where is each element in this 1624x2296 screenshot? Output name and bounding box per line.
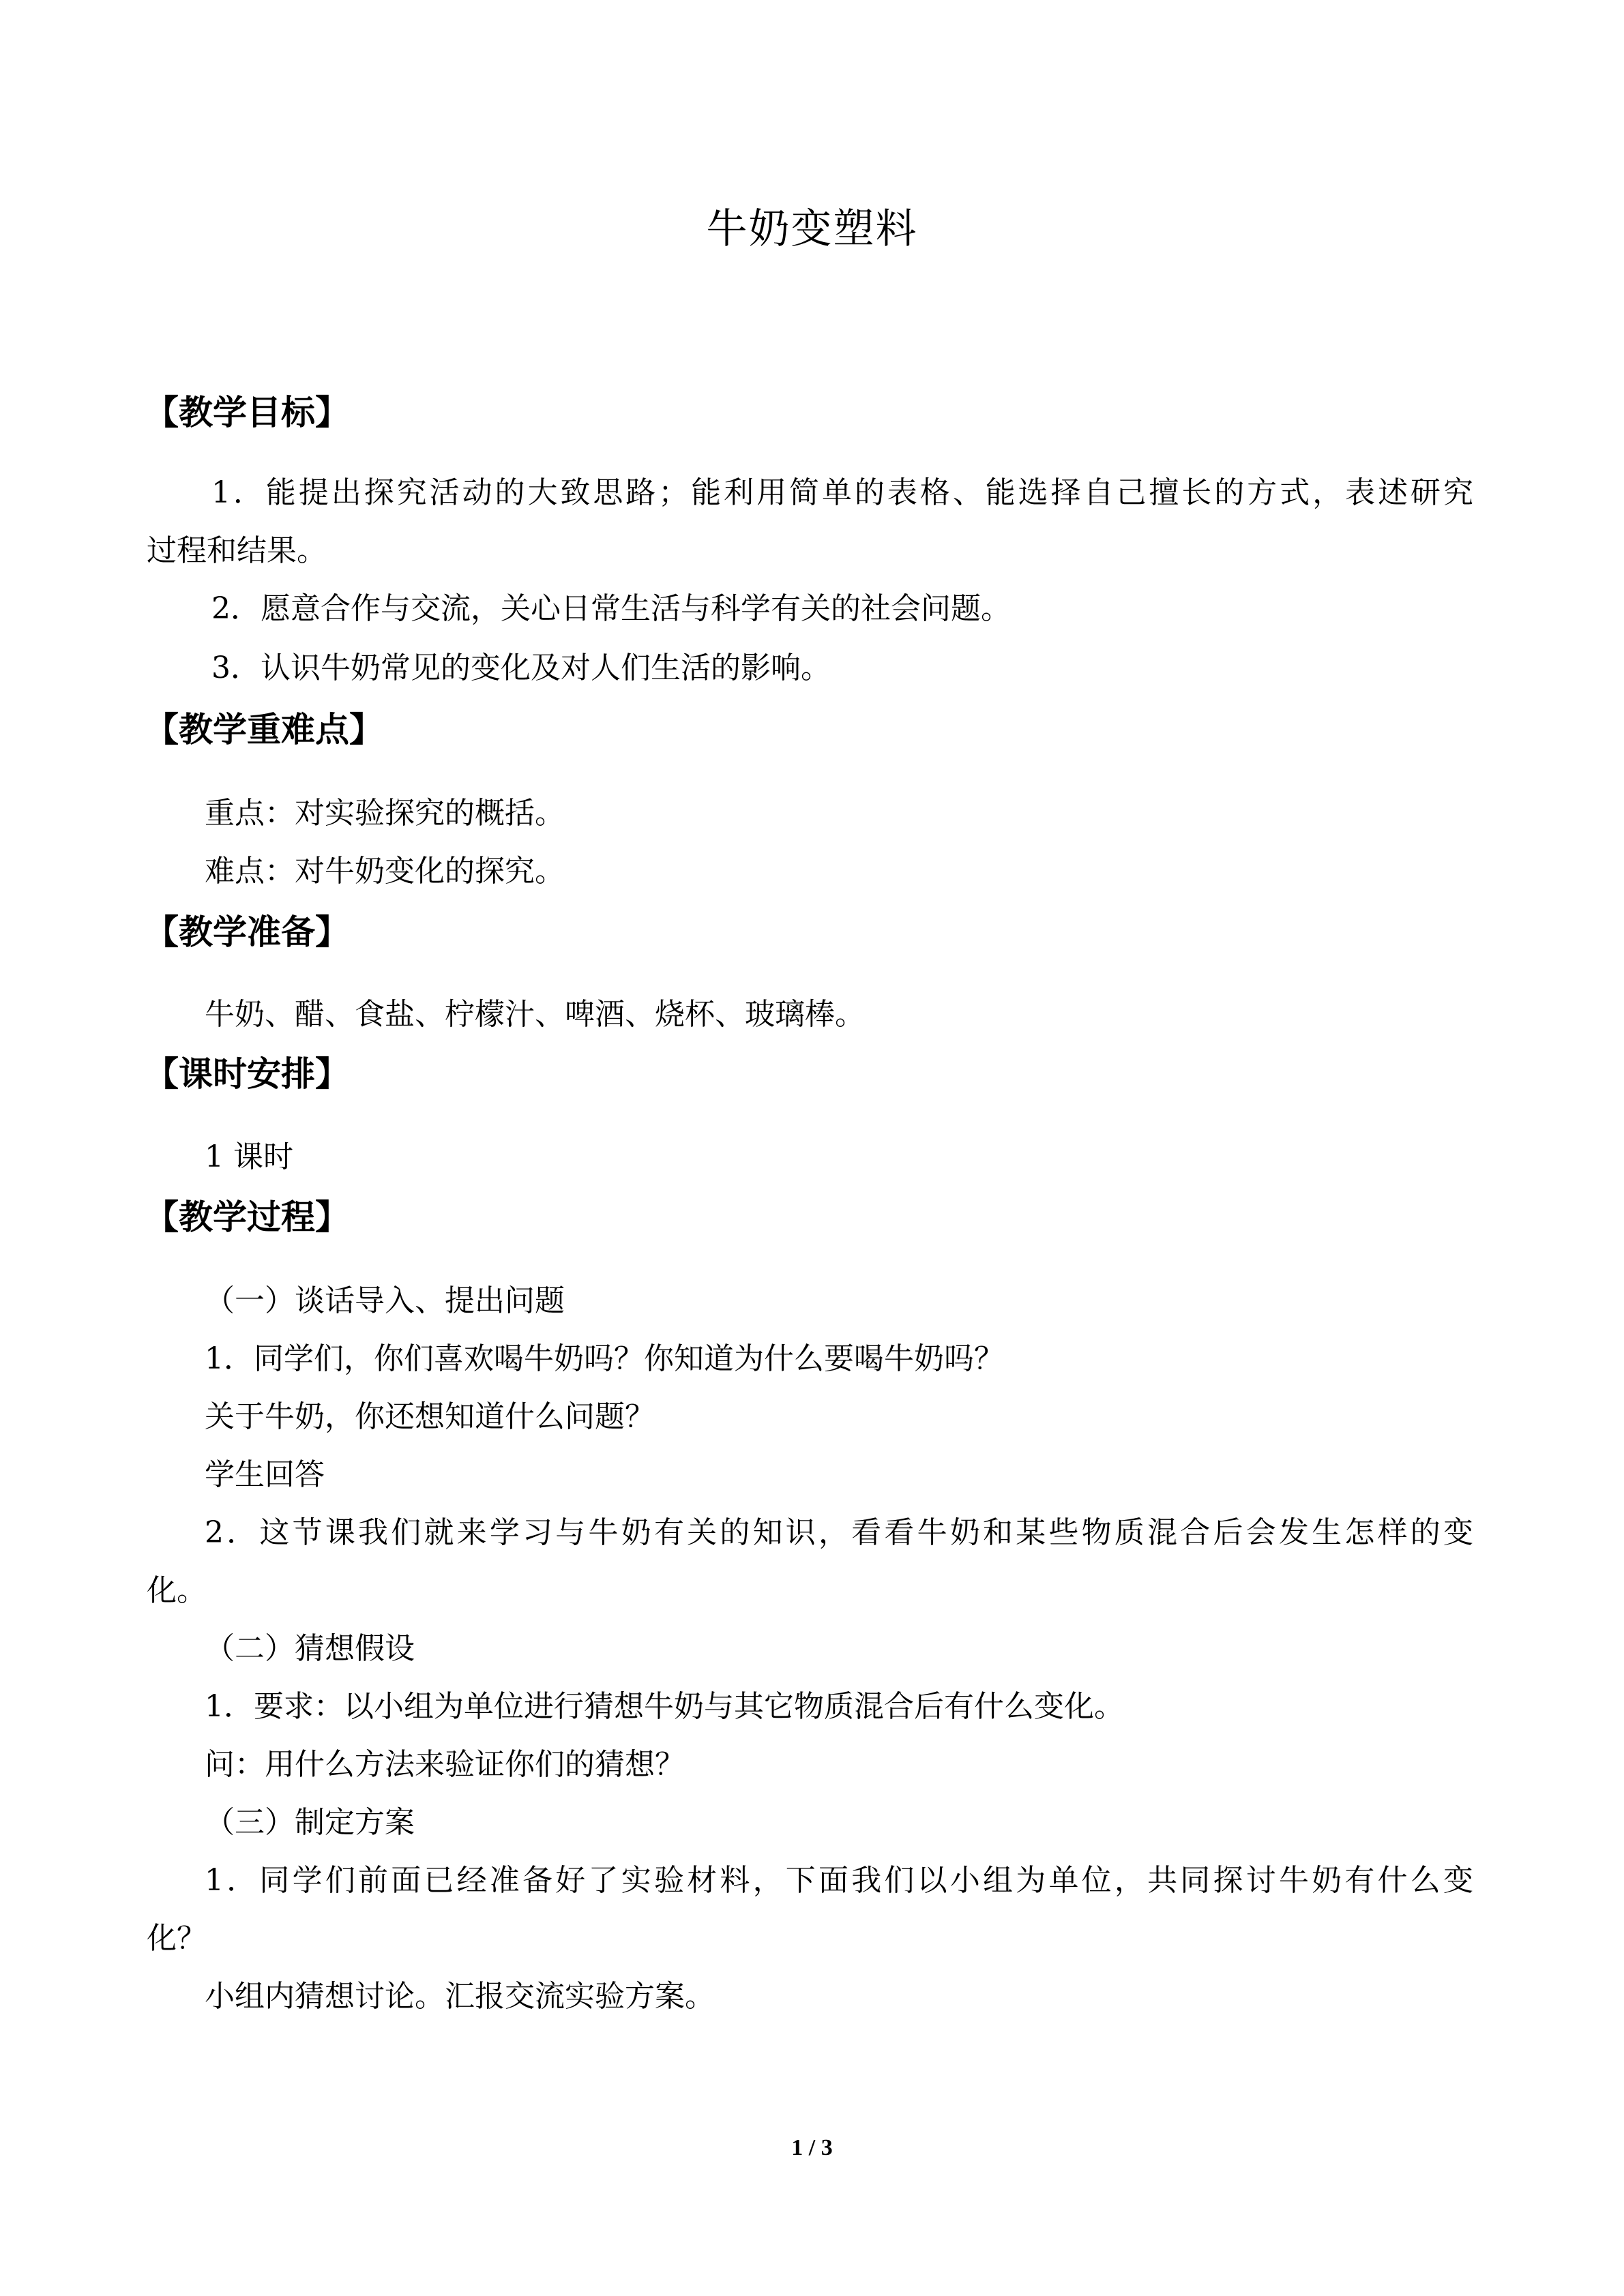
process-line: 化？ xyxy=(147,1921,207,1956)
process-step-2-title: （二）猜想假设 xyxy=(205,1631,415,1666)
process-line: 化。 xyxy=(147,1573,207,1608)
process-line: 关于牛奶，你还想知道什么问题？ xyxy=(205,1399,655,1434)
process-line: 1．同学们，你们喜欢喝牛奶吗？你知道为什么要喝牛奶吗？ xyxy=(205,1341,1004,1376)
page-number: 1 / 3 xyxy=(791,2135,833,2160)
process-line: 1．要求：以小组为单位进行猜想牛奶与其它物质混合后有什么变化。 xyxy=(205,1689,1124,1724)
objective-line-2: 2．愿意合作与交流，关心日常生活与科学有关的社会问题。 xyxy=(211,591,1011,626)
process-line: 学生回答 xyxy=(205,1457,325,1492)
schedule-hours: 1 课时 xyxy=(205,1139,293,1174)
document-title: 牛奶变塑料 xyxy=(706,205,918,253)
section-heading-key-points: 【教学重难点】 xyxy=(145,710,383,749)
section-heading-process: 【教学过程】 xyxy=(145,1197,349,1237)
section-heading-preparation: 【教学准备】 xyxy=(145,912,349,952)
process-line: 问：用什么方法来验证你们的猜想？ xyxy=(205,1747,685,1782)
key-point-line: 重点：对实验探究的概括。 xyxy=(205,796,565,831)
section-heading-objectives: 【教学目标】 xyxy=(145,393,349,432)
process-line: 2．这节课我们就来学习与牛奶有关的知识，看看牛奶和某些物质混合后会发生怎样的变 xyxy=(205,1515,1473,1550)
objective-line-3: 3．认识牛奶常见的变化及对人们生活的影响。 xyxy=(211,651,831,685)
process-line: 1．同学们前面已经准备好了实验材料，下面我们以小组为单位，共同探讨牛奶有什么变 xyxy=(205,1863,1473,1898)
objective-line-1-cont: 过程和结果。 xyxy=(147,533,327,568)
preparation-materials: 牛奶、醋、食盐、柠檬汁、啤酒、烧杯、玻璃棒。 xyxy=(205,997,865,1032)
process-line: 小组内猜想讨论。汇报交流实验方案。 xyxy=(205,1979,715,2014)
difficult-point-line: 难点：对牛奶变化的探究。 xyxy=(205,854,565,889)
section-heading-schedule: 【课时安排】 xyxy=(145,1054,349,1094)
process-step-3-title: （三）制定方案 xyxy=(205,1805,415,1840)
objective-line-1: 1．能提出探究活动的大致思路；能利用简单的表格、能选择自己擅长的方式，表述研究 xyxy=(211,475,1473,510)
process-step-1-title: （一）谈话导入、提出问题 xyxy=(205,1283,565,1318)
